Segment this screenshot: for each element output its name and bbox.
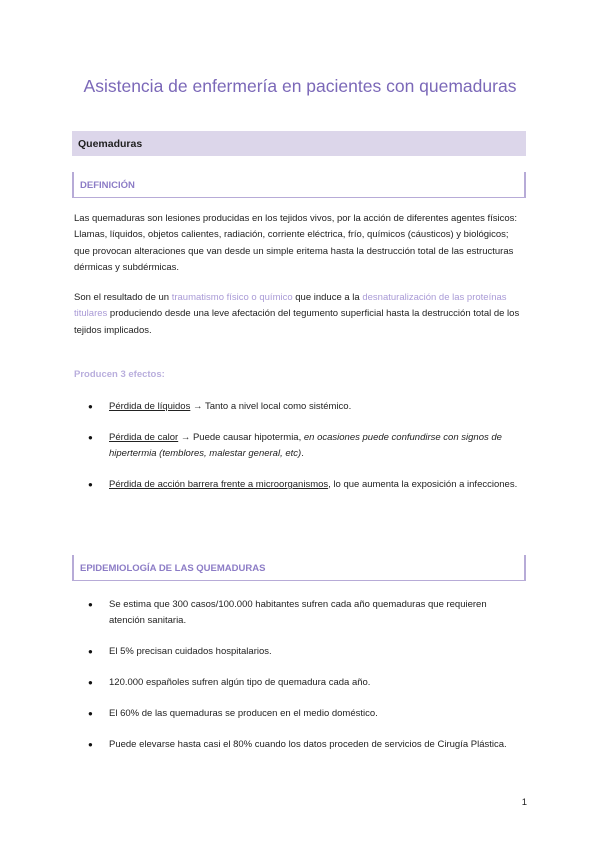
result-paragraph <box>74 290 524 339</box>
effects-subheading: Producen 3 efectos: <box>74 369 165 380</box>
result-text-a: Son el resultado de un <box>74 292 172 303</box>
bullet-icon: ● <box>88 678 93 687</box>
epidemiology-text: 120.000 españoles sufren algún tipo de quemadura cada año. <box>109 677 371 688</box>
bullet-icon: ● <box>88 600 93 609</box>
highlight-desnaturalizacion: desnaturalización de las proteínas titulares <box>74 292 507 320</box>
result-text-c: produciendo desde una leve afectación del tegumento superficial hasta la destrucción total de los tejidos implicados. <box>74 308 520 336</box>
document-title: Asistencia de enfermería en pacientes con quemaduras <box>83 76 517 96</box>
result-text-b: que induce a la <box>292 292 363 303</box>
epidemiology-text: Puede elevarse hasta casi el 80% cuando los datos proceden de servicios de Cirugía Plástica. <box>109 739 507 750</box>
bullet-icon: ● <box>88 402 93 411</box>
section-band-quemaduras: Quemaduras <box>72 131 526 156</box>
bullet-icon: ● <box>88 647 93 656</box>
list-item <box>88 737 524 753</box>
bullet-icon: ● <box>88 740 93 749</box>
effect-text: → Tanto a nivel local como sistémico. <box>190 401 352 412</box>
heading-definicion: DEFINICIÓN <box>72 172 526 198</box>
page-number: 1 <box>521 797 527 808</box>
effect-title: Pérdida de acción barrera frente a microorganismos <box>109 479 329 490</box>
definition-paragraph: Las quemaduras son lesiones producidas en los tejidos vivos, por la acción de diferentes agentes físicos: Llamas, líquidos, objetos calientes, radiación, corriente eléctrica, frío, químicos (cáusticos) y biológicos; que provocan alteraciones que van desde un simple eritema hasta la destrucción total de las estructuras dérmicas y subdérmicas. <box>74 213 518 273</box>
effect-title: Pérdida de líquidos <box>109 401 191 412</box>
bullet-icon: ● <box>88 709 93 718</box>
epidemiology-text: El 60% de las quemaduras se producen en el medio doméstico. <box>109 708 378 719</box>
bullet-icon: ● <box>88 480 93 489</box>
list-item <box>88 644 524 660</box>
effect-text-end: . <box>301 448 304 460</box>
list-item <box>88 477 524 493</box>
effect-text: → Puede causar hipotermia, <box>178 432 304 443</box>
effect-text: , lo que aumenta la exposición a infecciones. <box>328 479 518 490</box>
list-item <box>88 675 524 691</box>
effect-italic-text: en ocasiones puede confundirse con signos de hipertermia (temblores, malestar general, etc) <box>109 432 502 460</box>
epidemiology-text: El 5% precisan cuidados hospitalarios. <box>109 646 272 657</box>
epidemiology-text: Se estima que 300 casos/100.000 habitantes sufren cada año quemaduras que requieren atención sanitaria. <box>109 599 487 627</box>
bullet-icon: ● <box>88 433 93 442</box>
list-item <box>88 430 524 463</box>
list-item <box>88 597 524 630</box>
effect-title: Pérdida de calor <box>109 432 179 443</box>
list-item <box>88 399 524 415</box>
list-item <box>88 706 524 722</box>
heading-epidemiologia: EPIDEMIOLOGÍA DE LAS QUEMADURAS <box>72 555 526 581</box>
highlight-traumatismo: traumatismo físico o químico <box>171 292 293 303</box>
